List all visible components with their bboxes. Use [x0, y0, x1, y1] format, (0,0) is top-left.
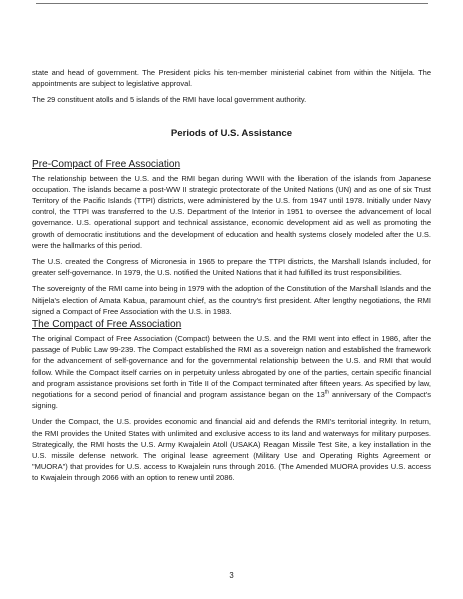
pre-compact-paragraph-1: The relationship between the U.S. and the RMI began during WWII with the liberation of the islands from Japanese occupation. The islands became a post-WW II strategic protectorate of the United Nations (UN) and as one of six Trust Territory of the Pacific Islands (TTPI) districts, were administered by the U.S. from 1947 until 1978. Initially under Navy control, the TTPI was transferred to the U.S. Department of the Interior in 1951 to oversee the advancement of local governance. U.S. operational support and technical assistance, economic development aid as well as promoting the growth of democratic institutions and the development of education and health systems closely modeled after the U.S. were the hallmarks of this period.: [32, 173, 431, 250]
pre-compact-paragraph-3: The sovereignty of the RMI came into being in 1979 with the adoption of the Constitution of the Marshall Islands and the Nitijela's election of Amata Kabua, paramount chief, as the country's first president. After lengthy negotiations, the RMI signed a Compact of Free Association with the U.S. in 1983.: [32, 284, 431, 316]
intro-paragraph-2: The 29 constituent atolls and 5 islands of the RMI have local government authority.: [32, 95, 307, 105]
compact-paragraph-1-end: anniversary of the Compact's signing.: [32, 390, 432, 411]
compact-paragraph-2: Under the Compact, the U.S. provides economic and financial aid and defends the RMI's territorial integrity. In return, the RMI provides the United States with unlimited and exclusive access to its land and waterways for military purposes. Strategically, the RMI hosts the U.S. Army Kwajalein Atoll (USAKA) Reagan Missile Test Site, a key installation in the U.S. missile defense network. The original lease agreement (Military Use and Operating Rights Agreement or "MUORA") that provides for U.S. access to Kwajalein runs through 2016. (The Amended MUORA provides U.S. access to Kwajalein through 2066 with an option to renew until 2086.: [32, 417, 431, 483]
compact-paragraph-1-text: The original Compact of Free Association (Compact) between the U.S. and the RMI went into effect in 1986, after the passage of Public Law 99-239. The Compact established the RMI as a sovereign nation and established the framework for the advancement of self-governance and for the governmental relationship between the U.S. and RMI that would follow. While the Compact itself carries on in perpetuity unless abrogated by one of the parties, certain specific financial and program assistance provisions set forth in Title II of the Compact terminated after fifteen years. As specified by law, negotiations for a second period of financial and program assistance began on the 13: [32, 334, 431, 400]
pre-compact-heading: Pre-Compact of Free Association: [32, 158, 181, 170]
section-title: Periods of U.S. Assistance: [170, 127, 293, 139]
top-border-line: [36, 3, 428, 4]
compact-paragraph-1: [32, 333, 431, 411]
page-number: 3: [229, 571, 234, 580]
ordinal-suffix: th: [324, 389, 330, 396]
compact-heading: The Compact of Free Association: [32, 319, 182, 331]
pre-compact-paragraph-2: The U.S. created the Congress of Micronesia in 1965 to prepare the TTPI districts, the Marshall Islands included, for greater self-governance. In 1979, the U.S. notified the United Nations that it had fulfilled its trust responsibilities.: [32, 257, 431, 278]
page-content: [32, 67, 431, 484]
intro-paragraph-1: state and head of government. The President picks his ten-member ministerial cabinet from within the Nitijela. The appointments are subject to legislative approval.: [32, 68, 431, 89]
